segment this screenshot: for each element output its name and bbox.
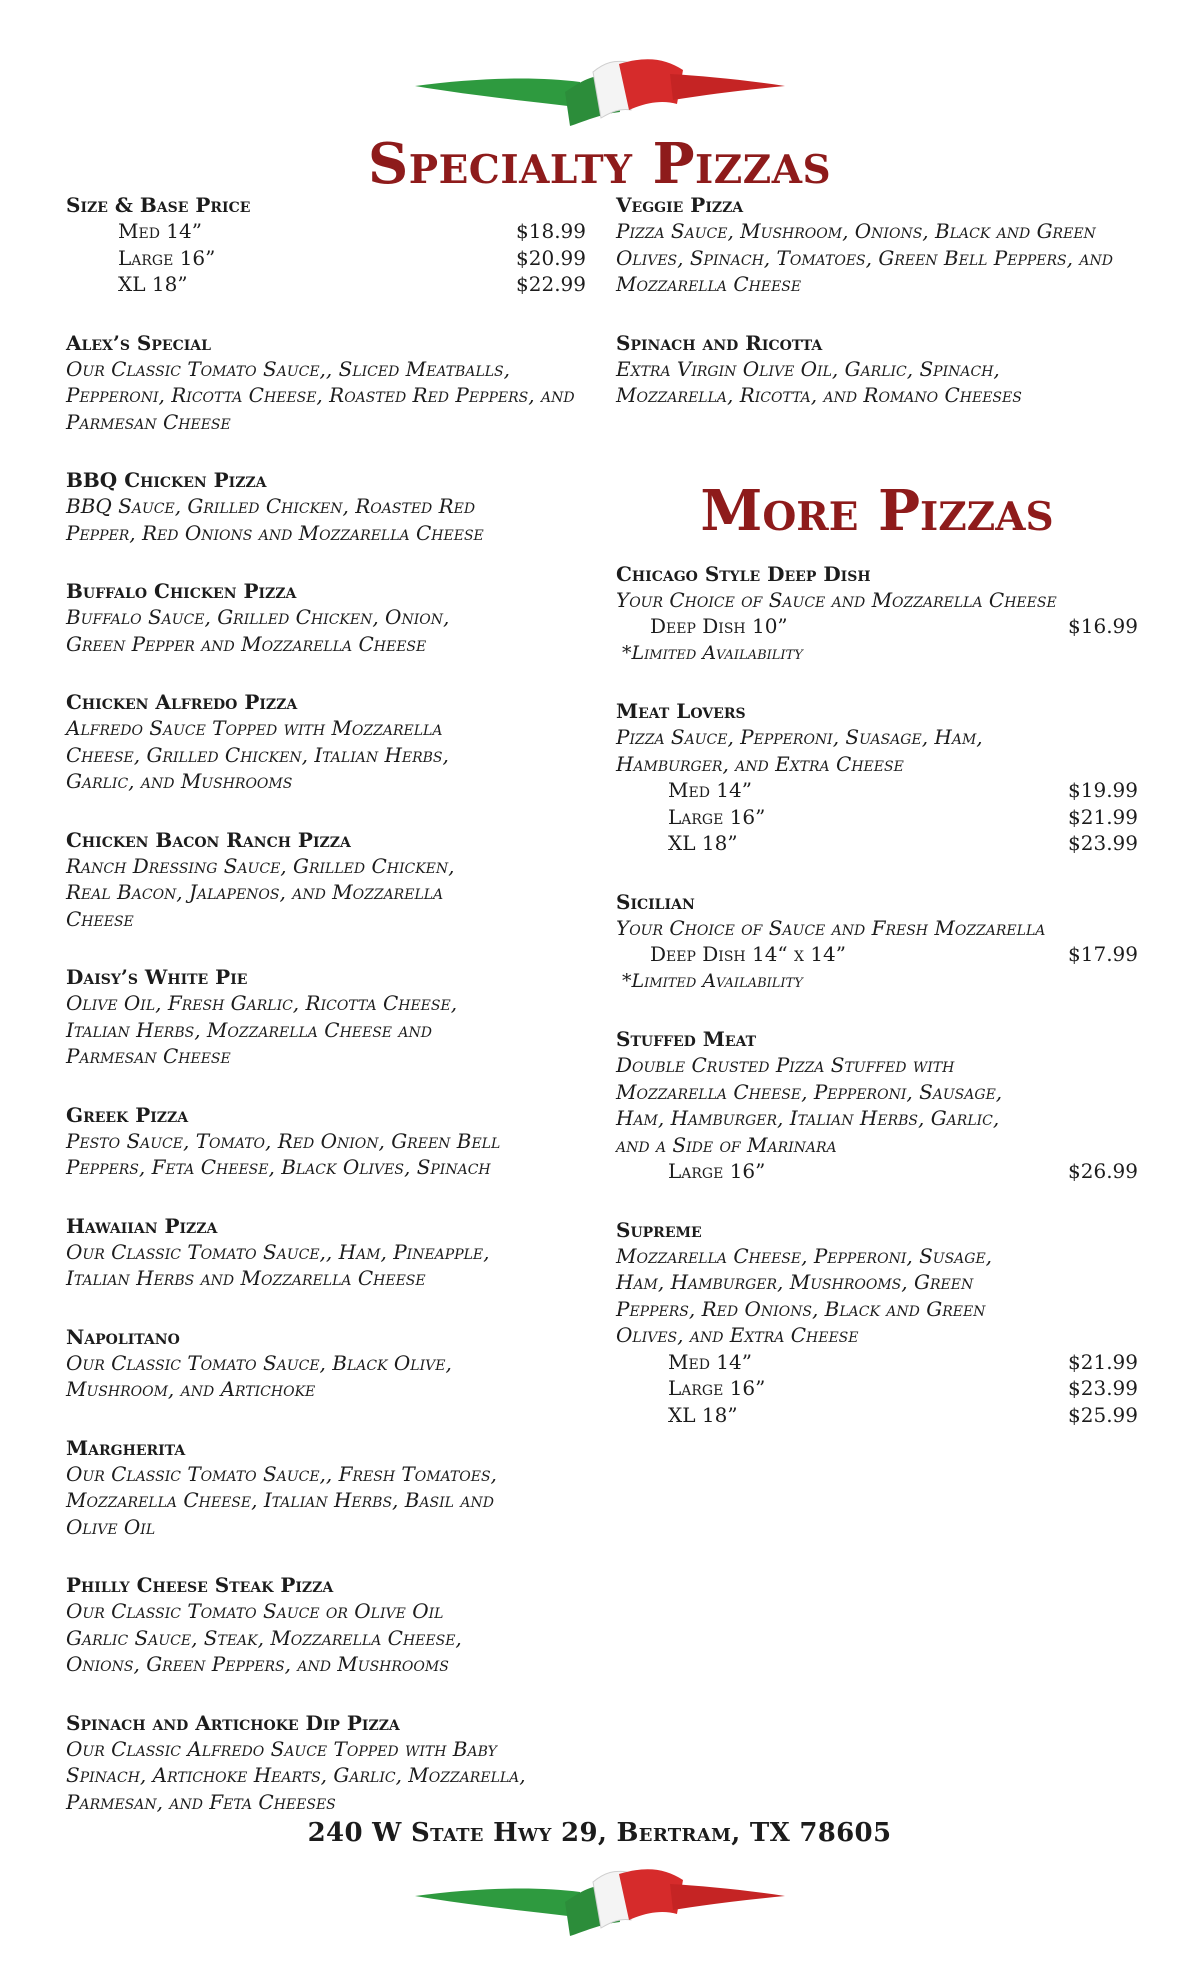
menu-item [66, 1572, 586, 1678]
price-row [616, 1402, 1138, 1429]
more-pizzas-title: More Pizzas [700, 477, 1054, 544]
size-label: XL 18” [668, 831, 738, 855]
menu-item-supreme [616, 1217, 1138, 1429]
item-desc: Pizza Sauce, Pepperoni, Suasage, Ham, Hamburger, and Extra Cheese [616, 725, 983, 776]
item-desc: Our Classic Alfredo Sauce Topped with Baby Spinach, Artichoke Hearts, Garlic, Mozzarella, Parmesan, and Feta Cheeses [66, 1736, 526, 1814]
item-desc: Olive Oil, Fresh Garlic, Ricotta Cheese, Italian Herbs, Mozzarella Cheese and Parmesan Cheese [66, 991, 458, 1068]
menu-item [66, 689, 586, 795]
size-price: $22.99 [516, 272, 586, 296]
price-row [66, 271, 586, 298]
size-label: Deep Dish 10” [650, 614, 788, 638]
menu-item [66, 964, 586, 1070]
menu-item [66, 1435, 586, 1541]
item-name: Sicilian [616, 889, 695, 914]
size-label: Med 14” [668, 1349, 752, 1374]
size-price: $23.99 [1068, 831, 1138, 855]
size-base-heading: Size & Base Price [66, 193, 251, 217]
item-name: BBQ Chicken Pizza [66, 468, 267, 492]
price-row [616, 1349, 1138, 1376]
item-desc: Pizza Sauce, Mushroom, Onions, Black and Green Olives, Spinach, Tomatoes, Green Bell Peppers, and Mozzarella Cheese [616, 219, 1113, 296]
item-desc: Extra Virgin Olive Oil, Garlic, Spinach, Mozzarella, Ricotta, and Romano Cheeses [616, 356, 1022, 407]
item-name: Chicken Alfredo Pizza [66, 690, 298, 714]
menu-item-meat-lovers [616, 698, 1138, 857]
item-desc: Ranch Dressing Sauce, Grilled Chicken, Real Bacon, Jalapenos, and Mozzarella Cheese [66, 853, 455, 931]
size-base-block [66, 192, 586, 298]
item-desc: Our Classic Tomato Sauce or Olive Oil Garlic Sauce, Steak, Mozzarella Cheese, Onions, Green Peppers, and Mushrooms [66, 1599, 462, 1676]
item-desc: BBQ Sauce, Grilled Chicken, Roasted Red Pepper, Red Onions and Mozzarella Cheese [66, 494, 484, 545]
price-row [616, 613, 1138, 640]
size-label: Large 16” [118, 245, 216, 270]
item-name: Alex’s Special [66, 330, 211, 355]
item-name: Hawaiian Pizza [66, 1213, 218, 1238]
item-name: Buffalo Chicken Pizza [66, 579, 297, 603]
menu-item [66, 467, 586, 546]
menu-item [66, 578, 586, 657]
italian-flag-ribbon-icon [0, 1862, 1199, 1940]
menu-item [66, 1710, 586, 1816]
size-price: $18.99 [516, 219, 586, 243]
item-name: Spinach and Ricotta [616, 330, 823, 355]
item-desc: Your Choice of Sauce and Fresh Mozzarella [616, 915, 1046, 940]
menu-item-sicilian [616, 889, 1138, 995]
price-row [616, 830, 1138, 857]
price-row [66, 218, 586, 245]
size-label: Large 16” [668, 1159, 766, 1183]
price-row [616, 941, 1138, 968]
item-desc: Alfredo Sauce Topped with Mozzarella Cheese, Grilled Chicken, Italian Herbs, Garlic, and Mushrooms [66, 716, 449, 793]
size-label: XL 18” [118, 272, 188, 296]
right-column [616, 192, 1138, 1460]
item-desc: Double Crusted Pizza Stuffed with Mozzarella Cheese, Pepperoni, Sausage, Ham, Hamburger, Italian Herbs, Garlic, and a Side of Marinara [616, 1053, 1003, 1157]
size-price: $21.99 [1068, 804, 1138, 829]
menu-item [66, 1324, 586, 1403]
size-price: $20.99 [516, 245, 586, 270]
item-name: Daisy’s White Pie [66, 965, 248, 989]
availability-note: *Limited Availability [622, 641, 803, 664]
left-column [66, 192, 586, 1847]
menu-item-chicago [616, 561, 1138, 667]
item-desc: Your Choice of Sauce and Mozzarella Cheese [616, 587, 1057, 612]
item-desc: Pesto Sauce, Tomato, Red Onion, Green Bell Peppers, Feta Cheese, Black Olives, Spinach [66, 1128, 501, 1179]
price-row [616, 804, 1138, 831]
price-row [616, 777, 1138, 804]
menu-item [66, 1102, 586, 1181]
italian-flag-ribbon-icon [0, 52, 1199, 130]
price-row [66, 245, 586, 272]
item-desc: Our Classic Tomato Sauce,, Fresh Tomatoes, Mozzarella Cheese, Italian Herbs, Basil and Olive Oil [66, 1461, 497, 1539]
item-desc: Buffalo Sauce, Grilled Chicken, Onion, Green Pepper and Mozzarella Cheese [66, 605, 450, 656]
size-price: $19.99 [1068, 778, 1138, 802]
size-label: Med 14” [668, 778, 752, 802]
size-price: $25.99 [1068, 1402, 1138, 1427]
menu-item [66, 1213, 586, 1292]
size-label: Deep Dish 14“ x 14” [650, 942, 847, 966]
menu-item-stuffed-meat [616, 1026, 1138, 1185]
size-label: Large 16” [668, 1376, 766, 1400]
menu-item [616, 192, 1138, 298]
specialty-title: Specialty Pizzas [367, 131, 832, 197]
menu-item [66, 330, 586, 436]
item-name: Spinach and Artichoke Dip Pizza [66, 1710, 400, 1735]
size-price: $26.99 [1068, 1159, 1138, 1183]
item-name: Napolitano [66, 1324, 180, 1349]
item-name: Meat Lovers [616, 699, 746, 723]
availability-note: *Limited Availability [622, 969, 803, 992]
item-name: Margherita [66, 1435, 186, 1460]
item-desc: Our Classic Tomato Sauce, Black Olive, Mushroom, and Artichoke [66, 1350, 452, 1401]
price-row [616, 1158, 1138, 1185]
size-label: XL 18” [668, 1402, 738, 1427]
address-footer: 240 W State Hwy 29, Bertram, TX 78605 [307, 1818, 892, 1848]
price-row [616, 1375, 1138, 1402]
size-price: $16.99 [1068, 614, 1138, 638]
item-desc: Mozzarella Cheese, Pepperoni, Susage, Ham, Hamburger, Mushrooms, Green Peppers, Red Onions, Black and Green Olives, and Extra Cheese [616, 1243, 993, 1347]
item-name: Philly Cheese Steak Pizza [66, 1573, 334, 1597]
size-label: Large 16” [668, 804, 766, 829]
menu-item [66, 827, 586, 933]
item-name: Veggie Pizza [616, 193, 744, 217]
size-label: Med 14” [118, 219, 202, 243]
item-name: Chicken Bacon Ranch Pizza [66, 827, 351, 852]
item-desc: Our Classic Tomato Sauce,, Ham, Pineapple, Italian Herbs and Mozzarella Cheese [66, 1239, 490, 1290]
menu-item [616, 330, 1138, 409]
item-name: Supreme [616, 1217, 702, 1242]
item-name: Greek Pizza [66, 1102, 189, 1127]
item-desc: Our Classic Tomato Sauce,, Sliced Meatballs, Pepperoni, Ricotta Cheese, Roasted Red Peppers, and Parmesan Cheese [66, 356, 575, 434]
size-price: $21.99 [1068, 1349, 1138, 1374]
size-price: $23.99 [1068, 1376, 1138, 1400]
item-name: Chicago Style Deep Dish [616, 561, 871, 586]
size-price: $17.99 [1068, 942, 1138, 966]
item-name: Stuffed Meat [616, 1027, 757, 1051]
